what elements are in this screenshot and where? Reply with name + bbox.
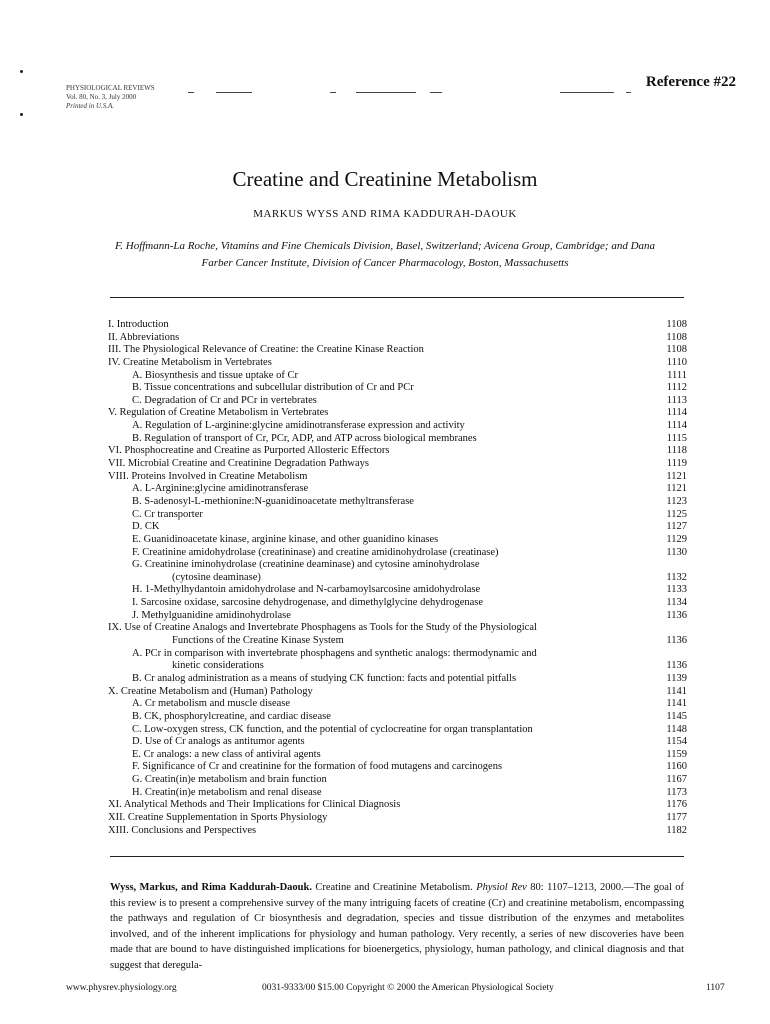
toc-entry	[90, 711, 687, 724]
toc-entry-label: J. Methylguanidine amidinohydrolase	[132, 609, 291, 621]
toc-entry-page: 1136	[666, 660, 687, 672]
toc-entry	[90, 357, 687, 370]
toc-entry-page: 1167	[666, 774, 687, 786]
toc-entry	[90, 812, 687, 825]
toc-entry-page: 1127	[666, 521, 687, 533]
toc-entry-page: 1111	[667, 369, 687, 381]
header-rule	[356, 92, 416, 93]
toc-entry-label: XI. Analytical Methods and Their Implications for Clinical Diagnosis	[108, 799, 401, 811]
toc-entry-label: B. S-adenosyl-L-methionine:N-guanidinoacetate methyltransferase	[132, 495, 414, 507]
toc-entry-label: III. The Physiological Relevance of Creatine: the Creatine Kinase Reaction	[108, 344, 424, 356]
toc-entry-page: 1173	[666, 786, 687, 798]
toc-entry	[90, 761, 687, 774]
abstract-citation: Physiol Rev	[476, 882, 527, 893]
toc-entry-page: 1121	[666, 483, 687, 495]
toc-entry-label: (cytosine deaminase)	[172, 571, 261, 583]
toc-entry	[90, 648, 687, 661]
toc-entry	[90, 547, 687, 560]
header-rule	[430, 92, 442, 93]
toc-entry-label: X. Creatine Metabolism and (Human) Pathology	[108, 685, 313, 697]
toc-entry-label: I. Sarcosine oxidase, sarcosine dehydrogenase, and dimethylglycine dehydrogenase	[132, 597, 484, 609]
toc-entry-page: 1115	[666, 432, 687, 444]
toc-entry	[90, 622, 687, 635]
footer-copyright: 0031-9333/00 $15.00 Copyright © 2000 the American Physiological Society	[262, 983, 554, 993]
article-authors: MARKUS WYSS AND RIMA KADDURAH-DAOUK	[253, 208, 517, 220]
journal-name: PHYSIOLOGICAL REVIEWS	[66, 84, 155, 92]
toc-entry-label: VII. Microbial Creatine and Creatinine Degradation Pathways	[108, 458, 369, 470]
header-rule	[216, 92, 252, 93]
toc-entry-label: IX. Use of Creatine Analogs and Invertebrate Phosphagens as Tools for the Study of the Physiological	[108, 622, 537, 634]
toc-entry-label: F. Creatinine amidohydrolase (creatininase) and creatine amidinohydrolase (creatinase)	[132, 546, 499, 558]
toc-entry-label: C. Low-oxygen stress, CK function, and the potential of cyclocreatine for organ transplantation	[132, 723, 533, 735]
toc-entry	[90, 445, 687, 458]
toc-entry-label: VI. Phosphocreatine and Creatine as Purported Allosteric Effectors	[108, 445, 390, 457]
toc-entry-label: V. Regulation of Creatine Metabolism in Vertebrates	[108, 407, 329, 419]
footer-url[interactable]: www.physrev.physiology.org	[66, 983, 177, 993]
toc-entry-page: 1114	[666, 407, 687, 419]
toc-entry-label: A. Regulation of L-arginine:glycine amidinotransferase expression and activity	[132, 420, 465, 432]
toc-entry	[90, 736, 687, 749]
toc-entry-page: 1132	[666, 571, 687, 583]
toc-entry-page: 1114	[666, 420, 687, 432]
toc-entry	[90, 724, 687, 737]
toc-entry	[90, 673, 687, 686]
toc-entry-label: C. Cr transporter	[132, 508, 203, 520]
toc-entry-page: 1182	[666, 824, 687, 836]
header-rule	[626, 92, 631, 93]
toc-entry-page: 1136	[666, 635, 687, 647]
toc-entry	[90, 825, 687, 838]
toc-entry-page: 1154	[666, 736, 687, 748]
toc-entry	[90, 799, 687, 812]
toc-entry-label: E. Guanidinoacetate kinase, arginine kinase, and other guanidino kinases	[132, 533, 439, 545]
toc-entry	[90, 433, 687, 446]
table-of-contents	[90, 319, 687, 837]
toc-entry-label: D. CK	[132, 521, 160, 533]
toc-entry	[90, 370, 687, 383]
toc-top-rule	[110, 297, 684, 298]
toc-entry-label: E. Cr analogs: a new class of antiviral agents	[132, 748, 321, 760]
toc-entry-label: A. Cr metabolism and muscle disease	[132, 698, 291, 710]
header-rule	[330, 92, 336, 93]
toc-entry-label: I. Introduction	[108, 319, 169, 330]
abstract-authors: Wyss, Markus, and Rima Kaddurah-Daouk.	[110, 882, 312, 893]
toc-entry	[90, 319, 687, 332]
toc-entry	[90, 395, 687, 408]
toc-entry-page: 1123	[666, 495, 687, 507]
toc-entry	[90, 420, 687, 433]
toc-entry-page: 1148	[666, 723, 687, 735]
toc-entry	[90, 509, 687, 522]
header-rule	[188, 92, 194, 93]
toc-entry-page: 1176	[666, 799, 687, 811]
toc-entry	[90, 774, 687, 787]
article-title: Creatine and Creatinine Metabolism	[232, 167, 538, 191]
toc-entry-page: 1108	[666, 331, 687, 343]
toc-entry-label: A. PCr in comparison with invertebrate phosphagens and synthetic analogs: thermodynamic and	[132, 647, 537, 659]
toc-entry	[90, 471, 687, 484]
toc-entry	[90, 635, 687, 648]
toc-entry-page: 1130	[666, 546, 687, 558]
toc-entry	[90, 559, 687, 572]
abstract	[110, 880, 684, 973]
abstract-text: 80: 1107–1213, 2000.—The goal of this review is to present a comprehensive survey of the many intriguing facets of creatine (Cr) and creatinine metabolism, encompassing the pathways and regulation of Cr biosynthesis and degradation, species and tissue distribution of the enzymes and metabolites involved, and of the inherent implications for physiology and human pathology. Very recently, a series of new discoveries have been made that are bound to have distinguished implications for bioenergetics, physiology, human pathology, and clinical diagnosis and that suggest that deregula-	[110, 882, 685, 971]
toc-entry-label: VIII. Proteins Involved in Creatine Metabolism	[108, 470, 308, 482]
toc-entry-page: 1110	[666, 356, 687, 368]
toc-entry-label: A. Biosynthesis and tissue uptake of Cr	[132, 369, 298, 381]
toc-entry	[90, 521, 687, 534]
toc-entry-page: 1159	[666, 748, 687, 760]
journal-printed: Printed in U.S.A.	[66, 102, 115, 110]
toc-entry	[90, 610, 687, 623]
toc-entry-page: 1145	[666, 710, 687, 722]
toc-entry	[90, 382, 687, 395]
toc-entry-label: D. Use of Cr analogs as antitumor agents	[132, 736, 305, 748]
toc-entry-page: 1119	[666, 458, 687, 470]
toc-entry-label: C. Degradation of Cr and PCr in vertebrates	[132, 394, 317, 406]
toc-entry	[90, 496, 687, 509]
toc-entry-page: 1177	[666, 811, 687, 823]
journal-volume: Vol. 80, No. 3, July 2000	[66, 93, 137, 101]
toc-entry	[90, 597, 687, 610]
article-affiliation: F. Hoffmann-La Roche, Vitamins and Fine Chemicals Division, Basel, Switzerland; Avicena Group, Cambridge; and Dana Farber Cancer Institute, Division of Cancer Pharmacology, Boston, Massachusetts	[114, 240, 656, 269]
toc-entry-page: 1133	[666, 584, 687, 596]
toc-entry-page: 1139	[666, 672, 687, 684]
toc-entry-page: 1136	[666, 609, 687, 621]
reference-tag: Reference #22	[645, 74, 736, 90]
toc-entry	[90, 407, 687, 420]
header-rule	[560, 92, 614, 93]
toc-entry-page: 1112	[666, 382, 687, 394]
toc-entry-label: G. Creatin(in)e metabolism and brain function	[132, 774, 327, 786]
toc-entry-page: 1160	[666, 761, 687, 773]
toc-entry	[90, 458, 687, 471]
journal-header	[66, 84, 155, 111]
toc-entry-label: B. Tissue concentrations and subcellular distribution of Cr and PCr	[132, 382, 414, 394]
toc-entry	[90, 332, 687, 345]
toc-entry-label: Functions of the Creatine Kinase System	[172, 635, 344, 647]
toc-entry-label: A. L-Arginine:glycine amidinotransferase	[132, 483, 309, 495]
toc-entry-label: B. Cr analog administration as a means of studying CK function: facts and potential pitfalls	[132, 672, 517, 684]
toc-entry	[90, 483, 687, 496]
toc-entry	[90, 749, 687, 762]
toc-entry-page: 1134	[666, 597, 687, 609]
toc-entry-label: II. Abbreviations	[108, 331, 180, 343]
toc-entry-page: 1108	[666, 344, 687, 356]
scan-mark	[20, 113, 23, 116]
toc-entry-label: B. CK, phosphorylcreatine, and cardiac disease	[132, 710, 331, 722]
toc-entry-page: 1108	[666, 319, 687, 330]
toc-entry-page: 1141	[666, 698, 687, 710]
toc-entry-page: 1121	[666, 470, 687, 482]
toc-entry	[90, 344, 687, 357]
toc-entry-label: G. Creatinine iminohydrolase (creatinine deaminase) and cytosine aminohydrolase	[132, 559, 480, 571]
toc-entry-page: 1125	[666, 508, 687, 520]
toc-entry-page: 1141	[666, 685, 687, 697]
toc-entry	[90, 787, 687, 800]
toc-entry-label: H. 1-Methylhydantoin amidohydrolase and N-carbamoylsarcosine amidohydrolase	[132, 584, 481, 596]
toc-entry-label: kinetic considerations	[172, 660, 264, 672]
toc-entry-page: 1113	[666, 394, 687, 406]
toc-entry	[90, 584, 687, 597]
toc-entry	[90, 698, 687, 711]
toc-entry-label: F. Significance of Cr and creatinine for the formation of food mutagens and carcinogens	[132, 761, 503, 773]
scan-mark	[20, 70, 23, 73]
toc-entry-page: 1118	[666, 445, 687, 457]
footer-page-number: 1107	[706, 983, 725, 993]
toc-entry-label: H. Creatin(in)e metabolism and renal disease	[132, 786, 322, 798]
abstract-title: Creatine and Creatinine Metabolism.	[315, 882, 473, 893]
toc-entry-label: XIII. Conclusions and Perspectives	[108, 824, 257, 836]
toc-entry	[90, 660, 687, 673]
toc-entry-label: XII. Creatine Supplementation in Sports Physiology	[108, 811, 328, 823]
toc-entry	[90, 534, 687, 547]
toc-entry-page: 1129	[666, 533, 687, 545]
toc-entry-label: IV. Creatine Metabolism in Vertebrates	[108, 356, 272, 368]
toc-bottom-rule	[110, 856, 684, 857]
toc-entry	[90, 686, 687, 699]
toc-entry-label: B. Regulation of transport of Cr, PCr, ADP, and ATP across biological membranes	[132, 432, 477, 444]
toc-entry	[90, 572, 687, 585]
